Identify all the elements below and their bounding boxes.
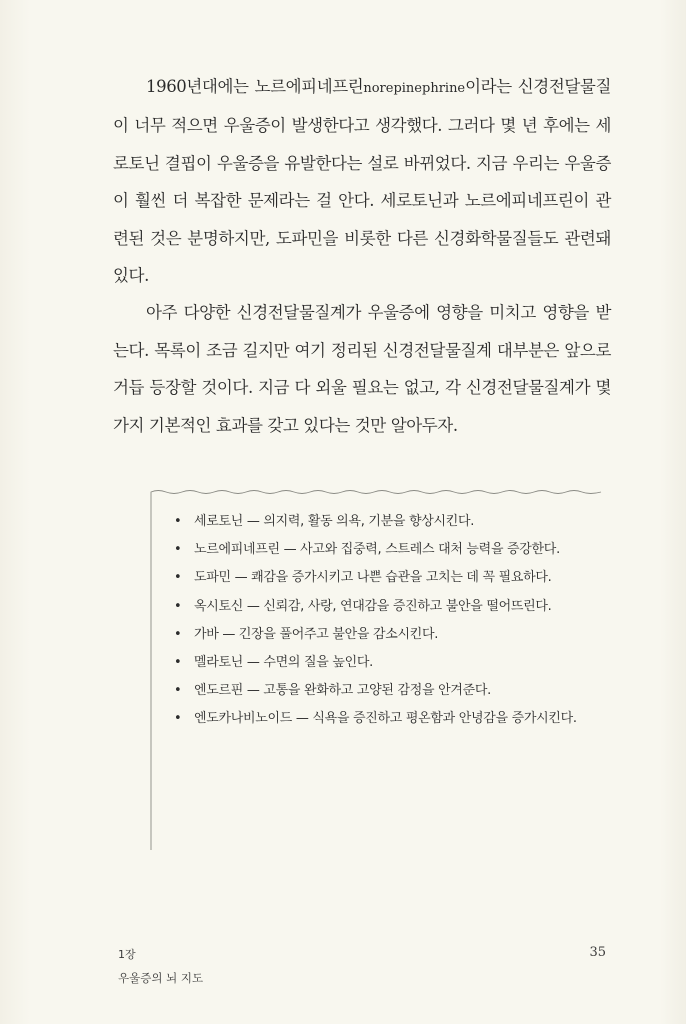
list-item-melatonin	[172, 649, 592, 677]
list-item-endorphin	[172, 677, 592, 705]
bullet: •	[174, 514, 182, 529]
bullet: •	[174, 598, 182, 614]
list-item-serotonin	[172, 508, 592, 536]
bullet: •	[174, 570, 182, 586]
list-item-text: 옥시토신 — 신뢰감, 사랑, 연대감을 증진하고 불안을 떨어뜨린다.	[194, 598, 552, 614]
list-item-text: 가바 — 긴장을 풀어주고 불안을 감소시킨다.	[194, 626, 439, 642]
footer-chapter-title: 우울증의 뇌 지도	[118, 971, 204, 985]
bullet: •	[174, 683, 182, 699]
list-item-norepinephrine	[172, 536, 592, 564]
footer-chapter: 1장	[118, 948, 136, 961]
bullet: •	[174, 655, 182, 671]
list-item-gaba	[172, 621, 592, 649]
paragraph-1-start: 1960년대에는 노르에피네프린	[146, 77, 364, 96]
list-item-dopamine	[172, 564, 592, 592]
paragraph-1	[113, 68, 611, 294]
list-item-text: 노르에피네프린 — 사고와 집중력, 스트레스 대처 능력을 증강한다.	[194, 542, 560, 558]
paragraph-1-rest: 이라는 신경전달물질이 너무 적으면 우울증이 발생한다고 생각했다. 그러다 몇 년 후에는 세로토닌 결핍이 우울증을 유발한다는 설로 바뀌었다. 지금 우리는 우울증이 훨씬 더 복잡한 문제라는 걸 안다. 세로토닌과 노르에피네프린이 관련된 것은 분명하지만, 도파민을 비롯한 다른 신경화학물질들도 관련돼 있다.	[113, 77, 612, 286]
body-text	[113, 68, 611, 444]
bullet: •	[174, 542, 182, 558]
norepinephrine-term: norepinephrine	[363, 81, 466, 96]
page-number: 35	[589, 945, 606, 960]
bullet: •	[174, 626, 182, 642]
bullet: •	[174, 711, 182, 727]
neurotransmitter-box	[150, 490, 602, 850]
list-item-text: 도파민 — 쾌감을 증가시키고 나쁜 습관을 고치는 데 꼭 필요하다.	[194, 570, 552, 586]
list-item-text: 세로토닌 — 의지력, 활동 의욕, 기분을 향상시킨다.	[194, 514, 475, 529]
list-item-text: 멜라토닌 — 수면의 질을 높인다.	[194, 655, 373, 671]
paragraph-2: 아주 다양한 신경전달물질계가 우울증에 영향을 미치고 영향을 받는다. 목록이 조금 길지만 여기 정리된 신경전달물질계 대부분은 앞으로 거듭 등장할 것이다. 지금 다 외울 필요는 없고, 각 신경전달물질계가 몇 가지 기본적인 효과를 갖고 있다는 것만 알아두자.	[113, 303, 611, 435]
neurotransmitter-list	[172, 508, 592, 734]
list-item-text: 엔도카나비노이드 — 식욕을 증진하고 평온함과 안녕감을 증가시킨다.	[194, 711, 577, 727]
list-item-oxytocin	[172, 593, 592, 621]
list-item-text: 엔도르핀 — 고통을 완화하고 고양된 감정을 안겨준다.	[194, 683, 491, 699]
list-item-endocannabinoid	[172, 705, 592, 733]
